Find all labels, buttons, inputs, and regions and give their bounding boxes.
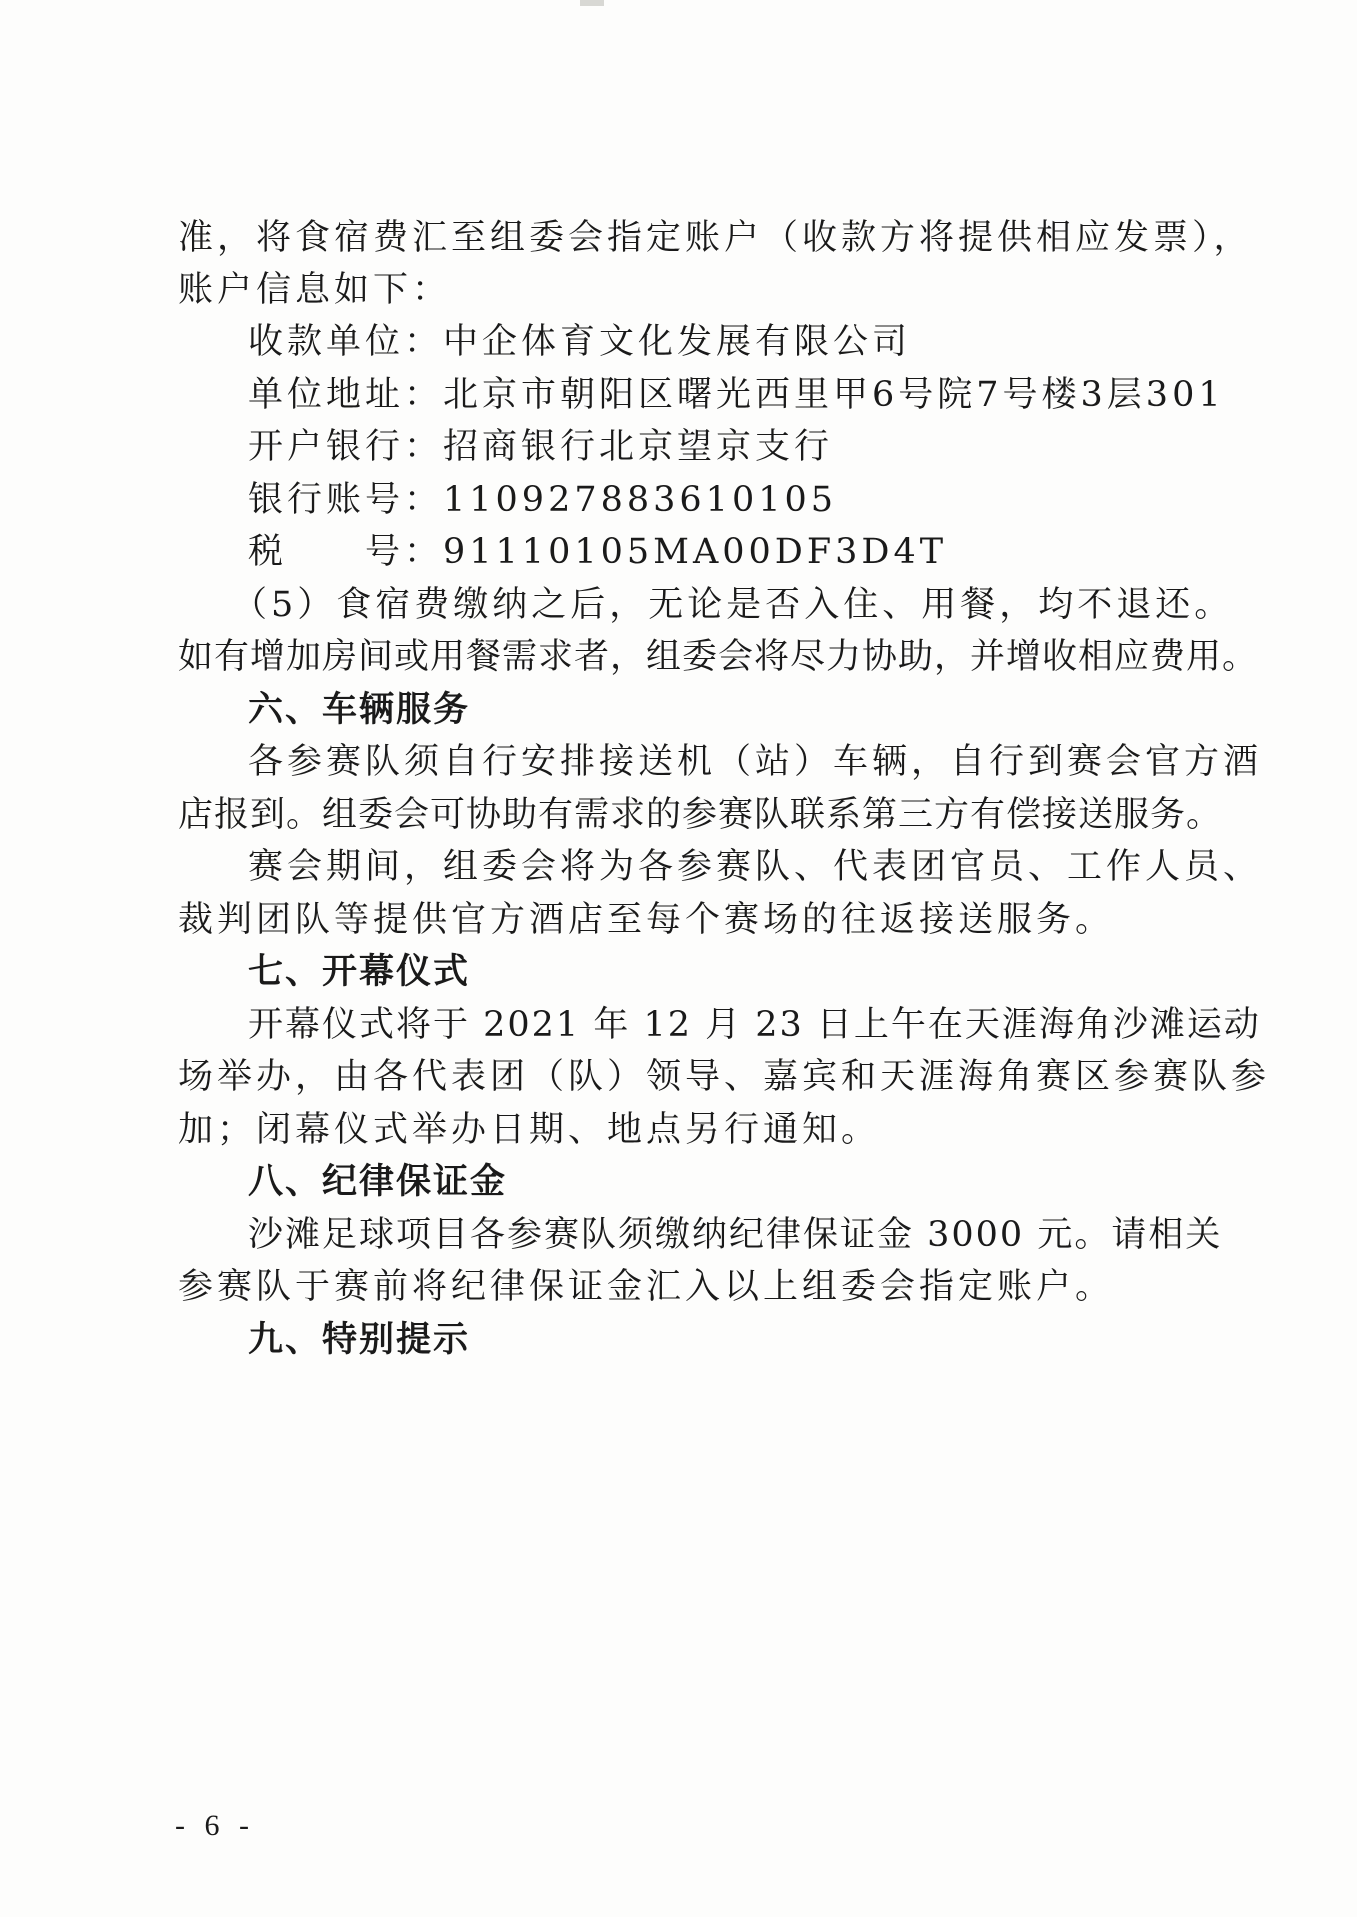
paragraph-line: 场举办，由各代表团（队）领导、嘉宾和天涯海角赛区参赛队参 (178, 1057, 1271, 1097)
paragraph-line: 裁判团队等提供官方酒店至每个赛场的往返接送服务。 (178, 900, 1115, 940)
section-heading-notice: 九、特别提示 (248, 1320, 471, 1360)
account-payee: 收款单位：中企体育文化发展有限公司 (248, 322, 912, 362)
paragraph-line: （5）食宿费缴纳之后，无论是否入住、用餐，均不退还。 (232, 585, 1234, 625)
section-heading-opening: 七、开幕仪式 (248, 952, 471, 992)
page-number: - 6 - (175, 1809, 255, 1842)
paragraph-line: 加；闭幕仪式举办日期、地点另行通知。 (178, 1110, 881, 1150)
paragraph-line: 沙滩足球项目各参赛队须缴纳纪律保证金 3000 元。请相关 (248, 1215, 1223, 1255)
paragraph-line: 如有增加房间或用餐需求者，组委会将尽力协助，并增收相应费用。 (178, 637, 1259, 677)
paragraph-line: 开幕仪式将于 2021 年 12 月 23 日上午在天涯海角沙滩运动 (248, 1005, 1261, 1045)
account-bank: 开户银行：招商银行北京望京支行 (248, 427, 834, 467)
scan-mark (580, 0, 604, 6)
account-address: 单位地址：北京市朝阳区曙光西里甲6号院7号楼3层301 (248, 375, 1225, 415)
account-number: 银行账号：110927883610105 (248, 480, 838, 520)
section-heading-vehicle: 六、车辆服务 (248, 690, 471, 730)
paragraph-line: 参赛队于赛前将纪律保证金汇入以上组委会指定账户。 (178, 1267, 1115, 1307)
section-heading-deposit: 八、纪律保证金 (248, 1162, 508, 1202)
paragraph-line: 准，将食宿费汇至组委会指定账户（收款方将提供相应发票）， (178, 218, 1253, 258)
account-tax-id: 税 号：91110105MA00DF3D4T (248, 532, 948, 572)
paragraph-line: 店报到。组委会可协助有需求的参赛队联系第三方有偿接送服务。 (178, 795, 1223, 835)
paragraph-line: 各参赛队须自行安排接送机（站）车辆，自行到赛会官方酒 (248, 742, 1263, 782)
paragraph-line: 赛会期间，组委会将为各参赛队、代表团官员、工作人员、 (248, 847, 1263, 887)
paragraph-line: 账户信息如下： (178, 270, 452, 310)
